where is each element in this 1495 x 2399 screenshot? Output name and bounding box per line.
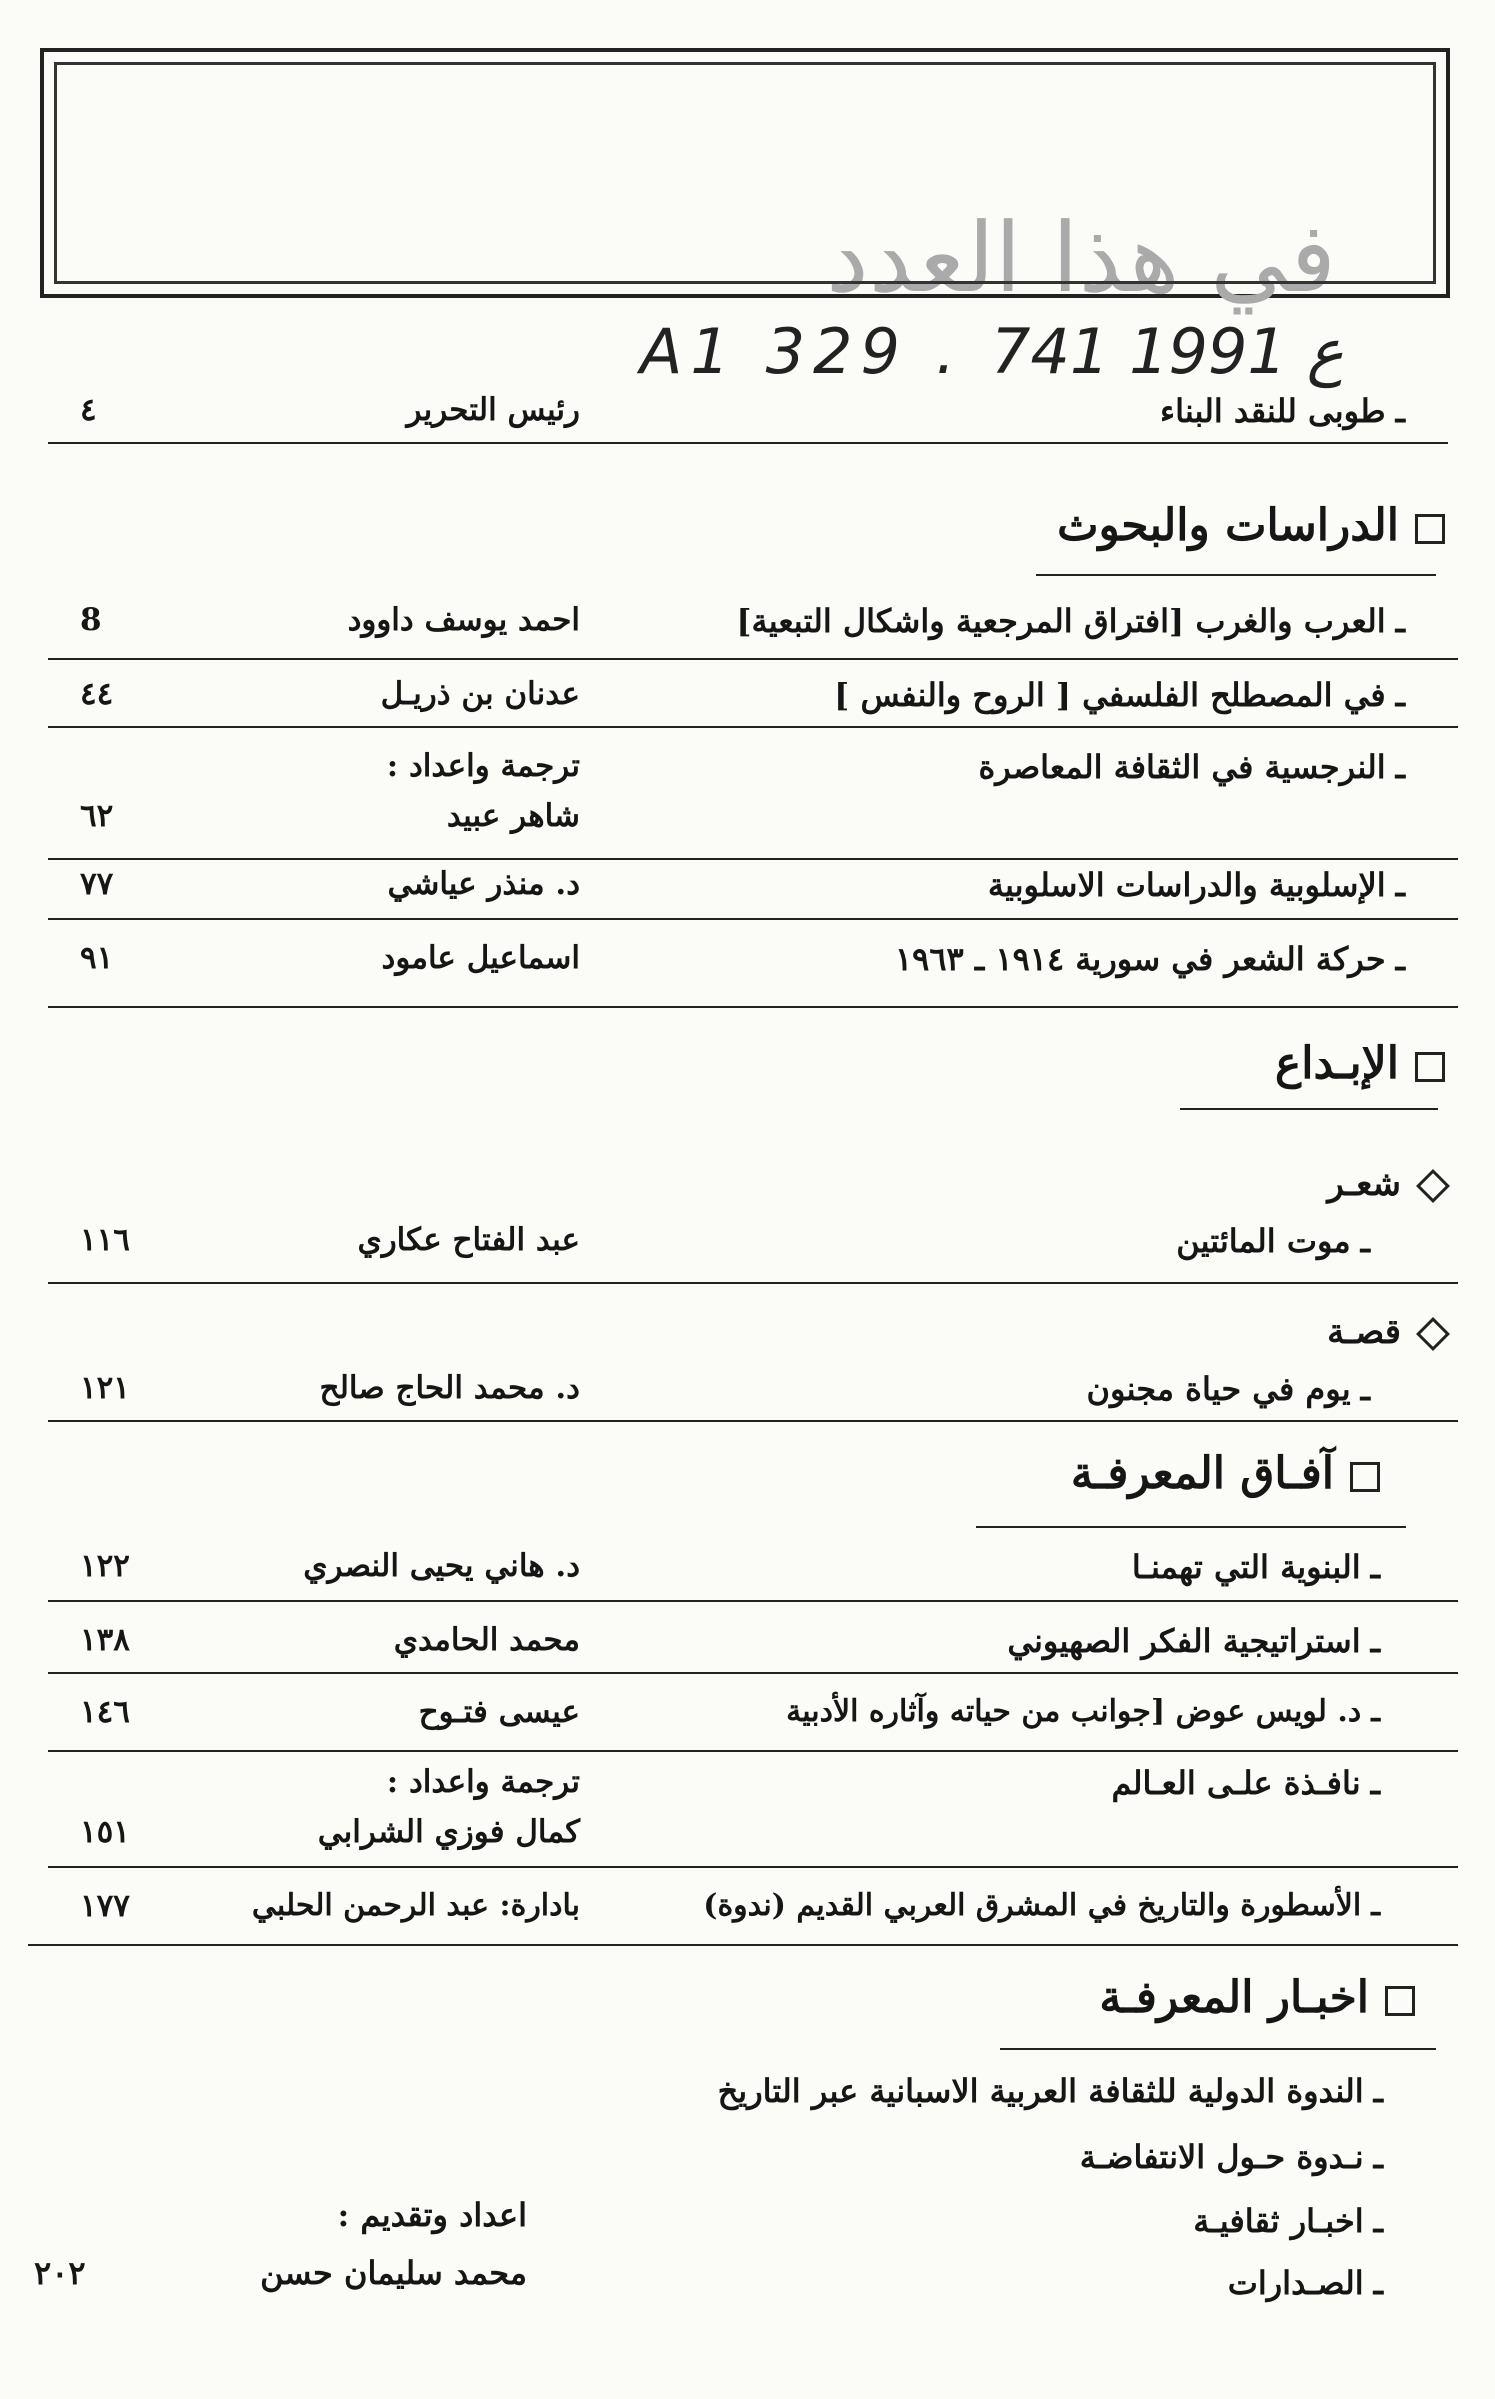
entry-title: ـحركة الشعر في سورية ١٩١٤ ـ ١٩٦٣ — [894, 940, 1405, 978]
divider — [28, 1944, 1458, 1946]
entry-page: ١٤٦ — [80, 1694, 130, 1730]
divider — [1180, 1108, 1438, 1110]
entry-page: ١٢١ — [80, 1370, 130, 1406]
subheading-story: قصـة — [1327, 1312, 1445, 1352]
entry-author: محمد سليمان حسن — [260, 2254, 527, 2292]
section-heading-studies: الدراسات والبحوث — [1057, 500, 1445, 551]
divider — [48, 658, 1458, 660]
entry-title: ـالنرجسية في الثقافة المعاصرة — [978, 748, 1405, 786]
news-item[interactable]: ـنـدوة حـول الانتفاضـة — [1079, 2138, 1383, 2176]
diamond-icon — [1416, 1169, 1450, 1203]
divider — [48, 442, 1448, 444]
entry-page: ٤٤ — [80, 676, 114, 712]
entry-title: ـيوم في حياة مجنون — [1086, 1370, 1370, 1408]
news-item[interactable]: ـالندوة الدولية للثقافة العربية الاسبانية عبر التاريخ — [717, 2072, 1383, 2110]
entry-page: ١٣٨ — [80, 1622, 130, 1658]
handwritten-reference: A1 329 . ع 1991 741 — [640, 315, 1344, 388]
divider — [1000, 2048, 1436, 2050]
entry-title: ـاستراتيجية الفكر الصهيوني — [1007, 1622, 1380, 1660]
entry-author: عبد الفتاح عكاري — [357, 1222, 580, 1258]
entry-author: بادارة: عبد الرحمن الحلبي — [251, 1888, 580, 1923]
entry-title: ـد. لويس عوض [جوانب من حياته وآثاره الأدبية — [786, 1694, 1380, 1729]
entry-page: 8 — [80, 602, 102, 638]
divider — [48, 1866, 1458, 1868]
entry-author: كمال فوزي الشرابي — [317, 1814, 580, 1850]
entry-title: ـالبنوية التي تهمنـا — [1131, 1548, 1380, 1586]
entry-author: محمد الحامدي — [393, 1622, 580, 1658]
divider — [48, 1420, 1458, 1422]
entry-page: ١١٦ — [80, 1222, 130, 1258]
entry-author: ترجمة واعداد : — [386, 1764, 580, 1800]
entry-page: ٦٢ — [80, 798, 114, 834]
section-heading-news: اخبـار المعرفـة — [1099, 1972, 1415, 2023]
issue-title: في هذا العدد — [826, 202, 1336, 314]
title-box — [40, 48, 1450, 314]
entry-title: ـموت المائتين — [1176, 1222, 1370, 1260]
entry-author: عيسى فتـوح — [418, 1694, 580, 1730]
divider — [48, 726, 1458, 728]
entry-author: د. هاني يحيى النصري — [303, 1548, 580, 1584]
news-item[interactable]: ـالصـدارات — [1227, 2264, 1383, 2302]
divider — [976, 1526, 1406, 1528]
entry-page: ١٢٢ — [80, 1548, 130, 1584]
entry-page: ١٧٧ — [80, 1888, 130, 1924]
entry-page: ٧٧ — [80, 866, 114, 902]
entry-author: رئيس التحرير — [406, 392, 580, 428]
checkbox-icon — [1415, 1052, 1445, 1082]
divider — [48, 858, 1458, 860]
entry-title: ـفي المصطلح الفلسفي [ الروح والنفس ] — [834, 676, 1405, 714]
entry-author: شاهر عبيد — [446, 798, 580, 834]
entry-author: عدنان بن ذريـل — [380, 676, 580, 712]
checkbox-icon — [1350, 1462, 1380, 1492]
diamond-icon — [1416, 1317, 1450, 1351]
entry-page: ٩١ — [80, 940, 114, 976]
divider — [48, 1672, 1458, 1674]
news-item[interactable]: ـاخبـار ثقافيـة — [1193, 2202, 1383, 2240]
entry-author: اعداد وتقديم : — [337, 2196, 527, 2234]
divider — [48, 1600, 1458, 1602]
checkbox-icon — [1415, 514, 1445, 544]
entry-page: ١٥١ — [80, 1814, 130, 1850]
entry-title: ـالعرب والغرب [افتراق المرجعية واشكال التبعية] — [736, 602, 1405, 640]
entry-author: د. منذر عياشي — [387, 866, 580, 902]
entry-page: ٤ — [80, 392, 97, 428]
divider — [48, 1006, 1458, 1008]
divider — [48, 918, 1458, 920]
entry-title: ـطوبى للنقد البناء — [1160, 392, 1405, 430]
divider — [1036, 574, 1436, 576]
subheading-poetry: شعـر — [1327, 1164, 1445, 1204]
divider — [48, 1282, 1458, 1284]
entry-title: ـنافـذة علـى العـالم — [1111, 1764, 1380, 1802]
section-heading-horizons: آفـاق المعرفـة — [1071, 1448, 1380, 1499]
entry-author: اسماعيل عامود — [381, 940, 580, 976]
section-heading-creativity: الإبـداع — [1275, 1038, 1445, 1089]
entry-author: ترجمة واعداد : — [386, 748, 580, 784]
entry-author: احمد يوسف داوود — [347, 602, 580, 638]
entry-title: ـالأسطورة والتاريخ في المشرق العربي القديم (ندوة) — [703, 1888, 1380, 1923]
checkbox-icon — [1385, 1986, 1415, 2016]
entry-page: ٢٠٢ — [34, 2254, 86, 2292]
entry-author: د. محمد الحاج صالح — [319, 1370, 580, 1406]
entry-title: ـالإسلوبية والدراسات الاسلوبية — [987, 866, 1405, 904]
divider — [48, 1750, 1458, 1752]
